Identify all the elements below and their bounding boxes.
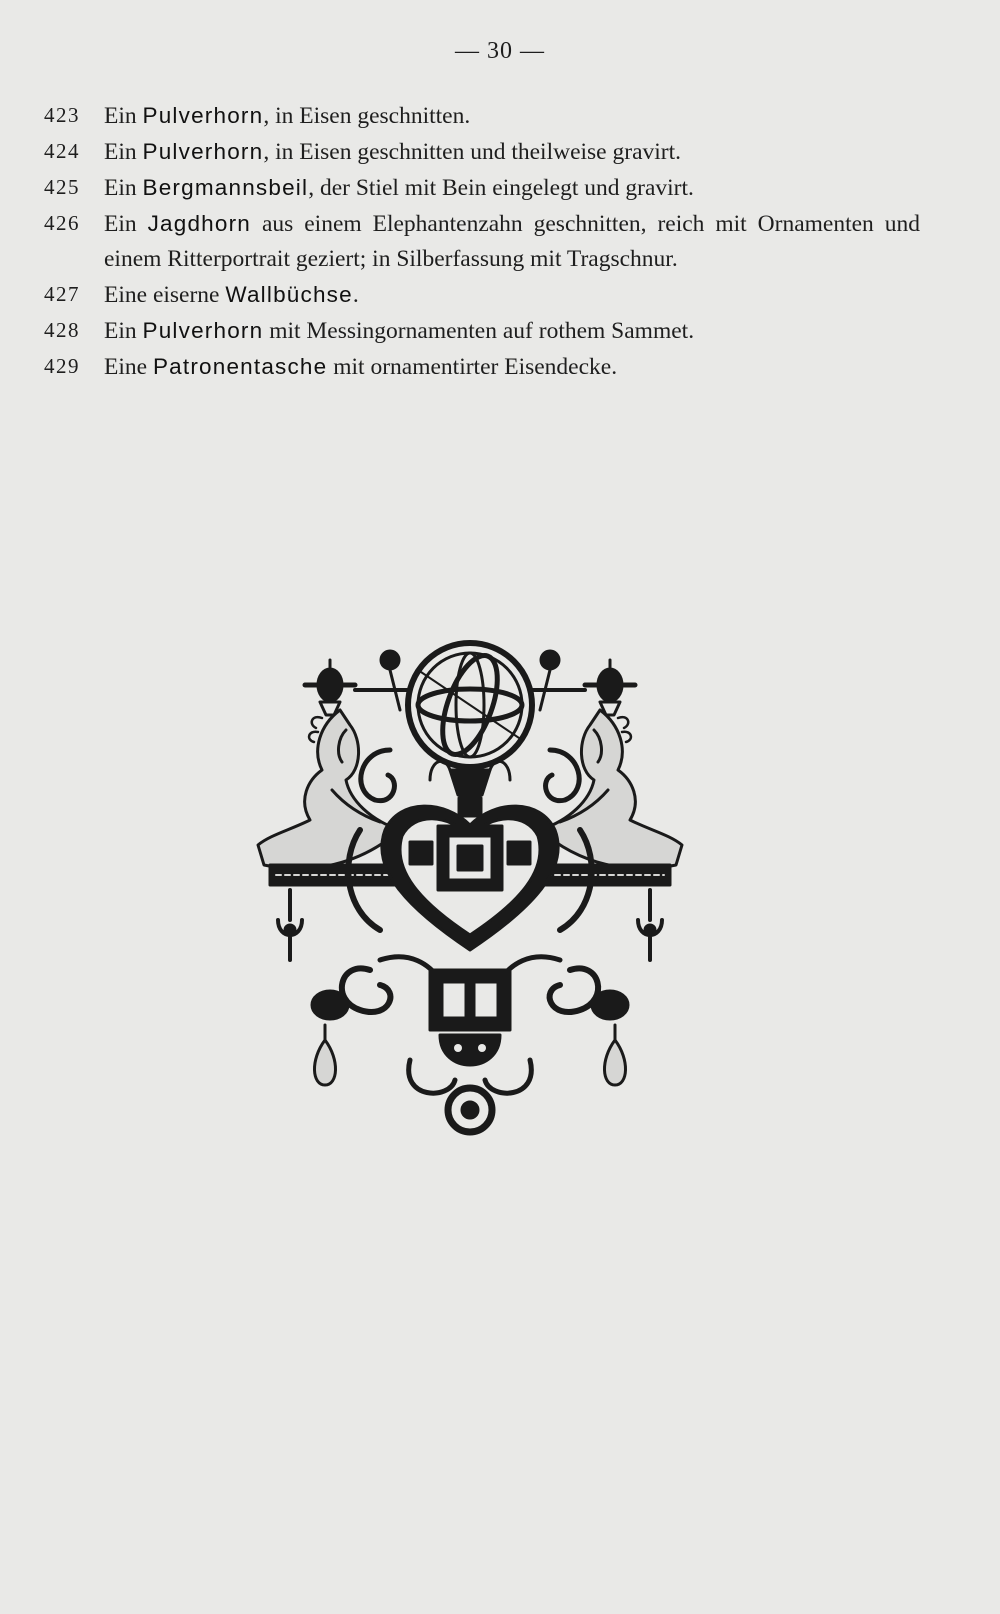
entry-text (104, 206, 920, 277)
entry-prefix: Ein (104, 211, 148, 237)
catalog-entry-424 (44, 134, 920, 170)
grotesque-mask-icon (440, 1035, 500, 1065)
entry-keyword: Patronentasche (152, 354, 328, 379)
pearl-drop-icon (314, 1025, 335, 1085)
entry-prefix: Ein (104, 103, 143, 129)
entry-prefix: Ein (104, 175, 143, 201)
entry-text (104, 349, 920, 385)
entry-keyword: Bergmannsbeil (142, 175, 309, 200)
catalog-entry-429 (44, 349, 920, 385)
entry-description: aus einem Elephantenzahn geschnitten, reich mit Ornamenten und einem Ritterportrait geziert; in Silberfassung mit Tragschnur. (104, 211, 920, 272)
catalog-entry-427 (44, 277, 920, 313)
fleur-pendant-icon (638, 890, 662, 960)
suspension-ring-icon (448, 1088, 492, 1132)
entry-prefix: Ein (104, 318, 143, 344)
renaissance-pendant-ornament-icon (250, 630, 690, 1170)
entry-prefix: Ein (104, 139, 143, 165)
fleur-pendant-icon (278, 890, 302, 960)
entry-number: 427 (44, 282, 80, 306)
siren-figure-icon (540, 710, 682, 869)
catalog-entry-428 (44, 313, 920, 349)
catalog-entry-423 (44, 98, 920, 134)
entry-keyword: Jagdhorn (147, 211, 252, 236)
catalog-entry-426 (44, 206, 920, 277)
entry-prefix: Eine (104, 354, 153, 380)
entry-number: 425 (44, 175, 80, 199)
armillary-sphere-icon (408, 643, 532, 767)
page-number: — 30 — (455, 38, 545, 64)
entry-keyword: Pulverhorn (142, 318, 264, 343)
entry-text (104, 134, 920, 170)
entry-keyword: Wallbüchse (225, 282, 353, 307)
pearl-drop-icon (604, 1025, 625, 1085)
entry-number: 424 (44, 139, 80, 163)
entry-keyword: Pulverhorn (142, 139, 264, 164)
entry-number: 423 (44, 103, 80, 127)
entry-description: , der Stiel mit Bein eingelegt und gravirt. (308, 175, 694, 201)
entry-text (104, 98, 920, 134)
urn-finial-icon (305, 660, 355, 715)
entry-text (104, 313, 920, 349)
entry-description: , in Eisen geschnitten und theilweise gravirt. (263, 139, 682, 165)
entry-description: mit Messingornamenten auf rothem Sammet. (263, 318, 695, 344)
entry-keyword: Pulverhorn (142, 103, 264, 128)
catalog-entries (44, 98, 920, 385)
siren-figure-icon (258, 710, 400, 869)
entry-prefix: Eine eiserne (104, 282, 226, 308)
entry-number: 428 (44, 318, 80, 342)
entry-text (104, 277, 920, 313)
entry-number: 426 (44, 211, 80, 235)
entry-description: . (352, 282, 359, 308)
catalog-entry-425 (44, 170, 920, 206)
entry-description: , in Eisen geschnitten. (263, 103, 471, 129)
entry-text (104, 170, 920, 206)
entry-number: 429 (44, 354, 80, 378)
urn-finial-icon (585, 660, 635, 715)
heart-jewel-icon (382, 798, 558, 950)
entry-description: mit ornamentirter Eisendecke. (327, 354, 618, 380)
